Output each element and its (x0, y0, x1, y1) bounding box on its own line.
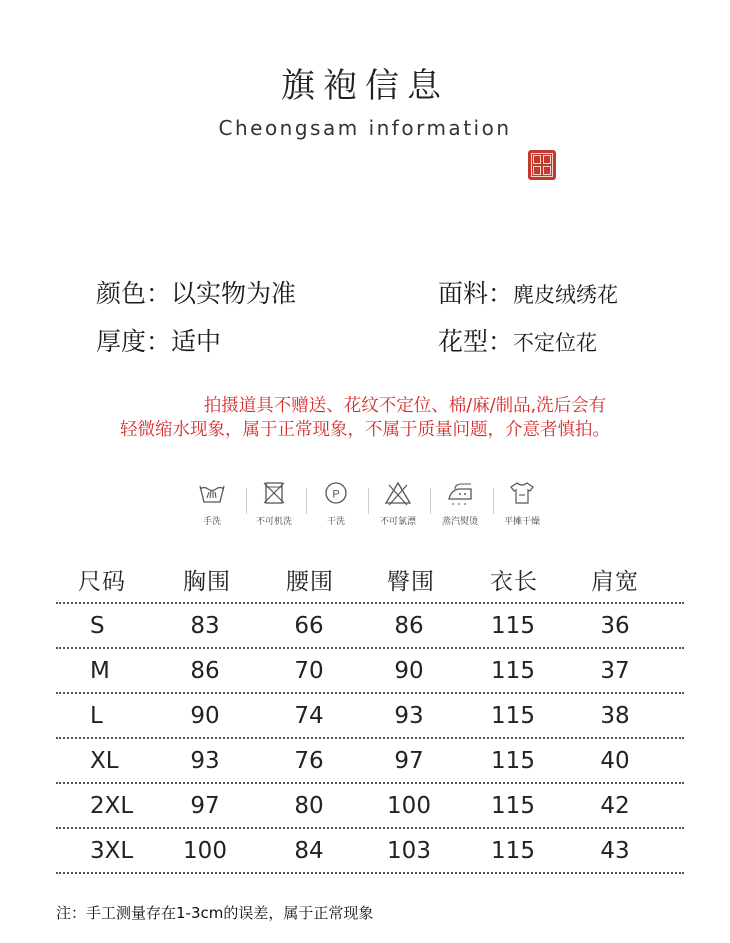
page-subtitle: Cheongsam information (218, 116, 512, 140)
care-item-flat-dry (494, 480, 550, 527)
material-value: 麂皮绒绣花 (513, 283, 619, 307)
material-info (438, 274, 618, 310)
pattern-value: 不定位花 (513, 331, 598, 355)
table-cell: 97 (394, 748, 424, 774)
header-cell: 肩宽 (591, 569, 639, 595)
care-label: 平摊干燥 (503, 517, 540, 527)
table-cell: 84 (294, 838, 324, 864)
footnote: 注：手工测量存在1-3cm的误差，属于正常现象 (56, 904, 374, 922)
notice-text (0, 394, 730, 442)
table-cell: 115 (491, 613, 535, 639)
care-item-hand-wash (184, 480, 240, 527)
table-cell: 37 (600, 658, 630, 684)
table-cell: 100 (183, 838, 227, 864)
table-cell: 74 (294, 703, 324, 729)
table-cell: 115 (491, 838, 535, 864)
care-label: 干洗 (326, 517, 345, 527)
care-label: 不可氯漂 (379, 517, 416, 527)
color-value: 以实物为准 (171, 279, 297, 308)
table-cell: 83 (190, 613, 220, 639)
page-title: 旗袍信息 (281, 66, 449, 106)
header-cell: 衣长 (490, 569, 538, 595)
no-bleach-icon (383, 480, 413, 506)
care-instructions (0, 480, 730, 530)
material-label: 面料： (438, 279, 514, 308)
no-machine-wash-icon (259, 480, 289, 506)
dotted-divider (56, 872, 684, 874)
table-cell: L (90, 703, 103, 729)
thickness-label: 厚度： (96, 327, 172, 356)
table-cell: 43 (600, 838, 630, 864)
svg-text:P: P (332, 488, 340, 501)
table-cell: 115 (491, 793, 535, 819)
table-cell: 3XL (90, 838, 134, 864)
hand-wash-icon (197, 480, 227, 506)
care-item-steam-iron (432, 480, 488, 527)
table-cell: 115 (491, 658, 535, 684)
care-divider (306, 488, 307, 514)
color-info (96, 274, 296, 310)
dry-clean-icon (321, 480, 351, 506)
table-cell: 70 (294, 658, 324, 684)
table-row (56, 739, 684, 784)
table-cell: 86 (394, 613, 424, 639)
color-label: 颜色： (96, 279, 172, 308)
pattern-label: 花型： (438, 327, 514, 356)
table-cell: 90 (394, 658, 424, 684)
table-cell: 36 (600, 613, 630, 639)
table-cell: 86 (190, 658, 220, 684)
size-table (56, 560, 684, 874)
table-cell: 2XL (90, 793, 134, 819)
table-cell: 103 (387, 838, 431, 864)
table-cell: 97 (190, 793, 220, 819)
table-cell: 38 (600, 703, 630, 729)
pattern-info (438, 322, 597, 358)
table-cell: 90 (190, 703, 220, 729)
table-cell: 76 (294, 748, 324, 774)
care-item-no-bleach (370, 480, 426, 527)
care-label: 蒸汽熨烫 (441, 517, 478, 527)
table-cell: S (90, 613, 105, 639)
table-row (56, 829, 684, 874)
table-header-row (56, 560, 684, 604)
thickness-info (96, 322, 221, 358)
care-divider (430, 488, 431, 514)
care-divider (368, 488, 369, 514)
thickness-value: 适中 (171, 327, 222, 356)
table-row (56, 604, 684, 649)
table-row (56, 694, 684, 739)
table-cell: 40 (600, 748, 630, 774)
header-cell: 腰围 (286, 569, 334, 595)
table-row (56, 649, 684, 694)
table-cell: 115 (491, 703, 535, 729)
notice-line-1: 拍摄道具不赠送、花纹不定位、棉/麻/制品,洗后会有 (203, 396, 607, 416)
table-row (56, 784, 684, 829)
table-cell: 42 (600, 793, 630, 819)
care-label: 手洗 (202, 517, 221, 527)
table-cell: 115 (491, 748, 535, 774)
table-cell: 66 (294, 613, 324, 639)
table-cell: M (90, 658, 110, 684)
care-item-no-machine-wash (246, 480, 302, 527)
header-cell: 胸围 (183, 569, 231, 595)
table-cell: 93 (394, 703, 424, 729)
notice-line-2: 轻微缩水现象，属于正常现象，不属于质量问题，介意者慎拍。 (120, 420, 610, 440)
seal-stamp-icon (528, 150, 556, 180)
care-item-dry-clean (308, 480, 364, 527)
table-cell: XL (90, 748, 119, 774)
table-cell: 100 (387, 793, 431, 819)
care-label: 不可机洗 (255, 517, 292, 527)
flat-dry-icon (507, 480, 537, 506)
header-cell: 尺码 (78, 569, 126, 595)
table-cell: 80 (294, 793, 324, 819)
table-cell: 93 (190, 748, 220, 774)
header-cell: 臀围 (387, 569, 435, 595)
steam-iron-icon (445, 480, 475, 506)
